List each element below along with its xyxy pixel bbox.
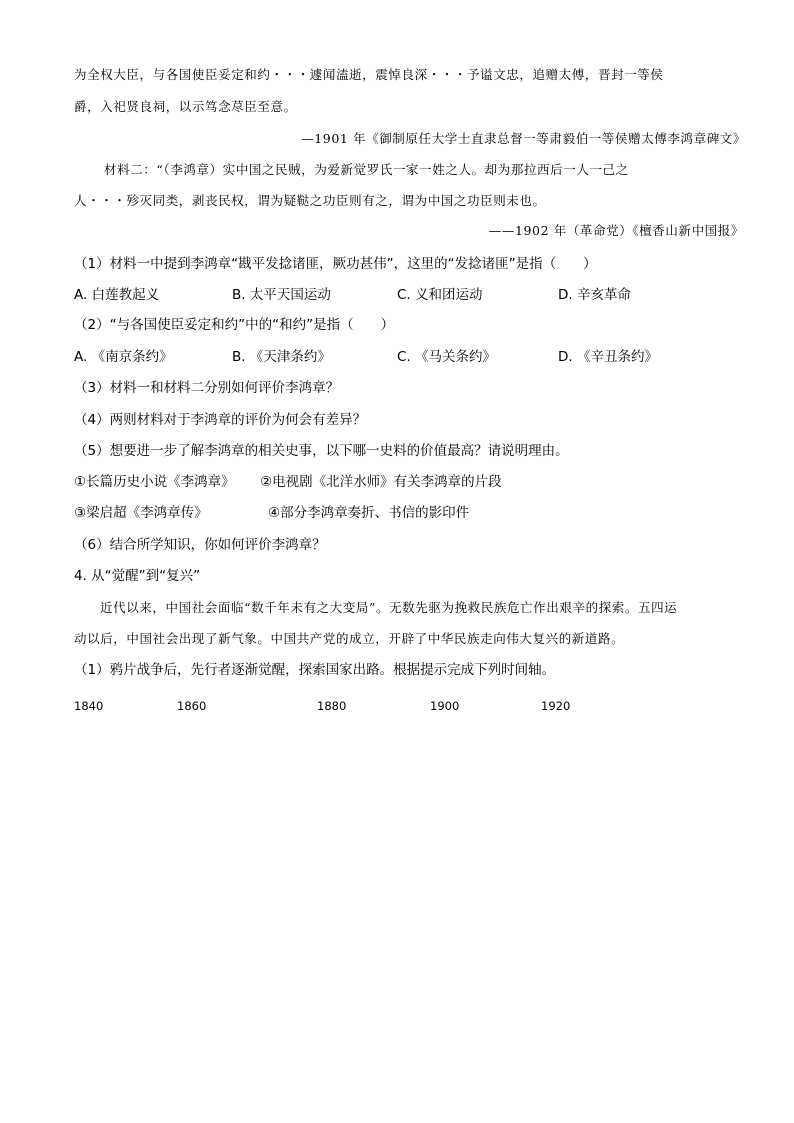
section-4-intro-line1: 近代以来，中国社会面临“数千年未有之大变局”。无数先驱为挽救民族危亡作出艰辛的探索。五四运: [100, 600, 678, 615]
material2-source: ——1902 年（革命党）《檀香山新中国报》: [488, 223, 744, 238]
q2-option-c[interactable]: C. 《马关条约》: [397, 349, 497, 365]
q1-option-a[interactable]: A. 白莲教起义: [74, 287, 160, 303]
material1-line1: 为全权大臣，与各国使臣妥定和约・・・遽闻溘逝，震悼良深・・・予谥文忠，追赠太傅，晋封一等侯: [74, 67, 664, 82]
timeline-tick-1900: 1900: [430, 699, 460, 713]
q1-option-c[interactable]: C. 义和团运动: [397, 287, 483, 303]
material2-line1: 材料二：“（李鸿章）实中国之民贼，为爱新觉罗氏一家一姓之人。却为那拉西后一人一己之: [104, 162, 629, 177]
question-3: （3）材料一和材料二分别如何评价李鸿章？: [74, 380, 340, 396]
q5-option-1: ①长篇历史小说《李鸿章》: [74, 474, 235, 490]
q2-option-a[interactable]: A. 《南京条约》: [74, 349, 173, 365]
q5-option-4: ④部分李鸿章奏折、书信的影印件: [268, 505, 470, 521]
question-6: （6）结合所学知识，你如何评价李鸿章？: [74, 537, 326, 553]
section-4-intro-line2: 动以后，中国社会出现了新气象。中国共产党的成立，开辟了中华民族走向伟大复兴的新道路。: [74, 631, 625, 646]
question-2-stem: （2）“与各国使臣妥定和约”中的“和约”是指（ ）: [74, 317, 395, 333]
material2-line2: 人・・・殄灭同类，剥丧民权，谓为疑鞑之功臣则有之，谓为中国之功臣则未也。: [74, 193, 546, 208]
q5-option-3: ③梁启超《李鸿章传》: [74, 505, 208, 521]
question-5-stem: （5）想要进一步了解李鸿章的相关史事，以下哪一史料的价值最高？请说明理由。: [74, 443, 569, 459]
q2-option-d[interactable]: D. 《辛丑条约》: [558, 349, 658, 365]
timeline-tick-1860: 1860: [177, 699, 207, 713]
q1-option-d[interactable]: D. 辛亥革命: [558, 287, 631, 303]
timeline-tick-1880: 1880: [317, 699, 347, 713]
question-1-stem: （1）材料一中提到李鸿章“戡平发捻诸匪，厥功甚伟”，这里的“发捻诸匪”是指（ ）: [74, 256, 597, 272]
section-4-question-1: （1）鸦片战争后，先行者逐渐觉醒，探索国家出路。根据提示完成下列时间轴。: [74, 662, 556, 678]
material1-source: —1901 年《御制原任大学士直隶总督一等肃毅伯一等侯赠太傅李鸿章碑文》: [301, 131, 746, 146]
timeline-tick-1920: 1920: [541, 699, 571, 713]
timeline-tick-1840: 1840: [74, 699, 104, 713]
material1-line2: 爵，入祀贤良祠，以示笃念荩臣至意。: [74, 99, 297, 114]
q5-option-2: ②电视剧《北洋水师》有关李鸿章的片段: [260, 474, 502, 490]
section-4-title: 4. 从“觉醒”到“复兴”: [74, 568, 201, 584]
question-4: （4）两则材料对于李鸿章的评价为何会有差异？: [74, 412, 367, 428]
q1-option-b[interactable]: B. 太平天国运动: [232, 287, 331, 303]
q2-option-b[interactable]: B. 《天津条约》: [232, 349, 331, 365]
